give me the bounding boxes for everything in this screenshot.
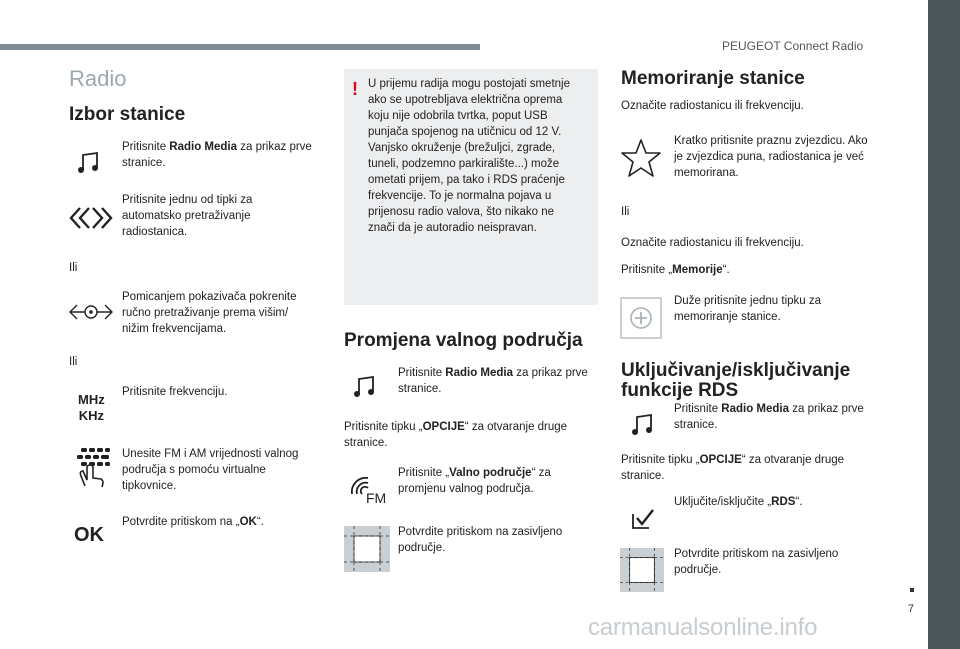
memoriranje-step1: Kratko pritisnite praznu zvjezdicu. Ako je zvjezdica puna, radiostanica je već memorirana. [674, 135, 868, 179]
rds-step1: Pritisnite Radio Media za prikaz prve stranice. [674, 403, 864, 431]
memoriranje-title: Memoriranje stanice [621, 68, 805, 89]
izbor-title: Izbor stanice [69, 104, 186, 125]
ok-icon: OK [74, 524, 104, 546]
rds-step4: Potvrdite pritiskom na zasivljeno područje. [674, 548, 839, 576]
promjena-step4: Potvrdite pritiskom na zasivljeno područje. [398, 526, 563, 554]
grey-area-icon [620, 548, 664, 592]
promjena-step3: Pritisnite „Valno područje“ za promjenu valnog područja. [398, 467, 551, 495]
rds-step2: Pritisnite tipku „OPCIJE“ za otvaranje druge stranice. [621, 454, 845, 482]
band-fm-icon [348, 474, 388, 508]
izbor-step5: Unesite FM i AM vrijednosti valnog područja s pomoću virtualne tipkovnice. [122, 448, 299, 492]
page-number: 7 [907, 603, 914, 615]
memoriranje-ili: Ili [621, 206, 630, 218]
manual-tune-slider-icon [68, 300, 114, 324]
header-rule [0, 44, 480, 50]
izbor-step3: Pomicanjem pokazivača pokrenite ručno pretraživanje prema višim/ nižim frekvencijama. [122, 291, 297, 335]
memoriranje-step3: Duže pritisnite jednu tipku za memoriranje stanice. [674, 295, 822, 323]
music-note-icon [630, 412, 656, 438]
rds-title [621, 361, 850, 401]
warning-text: U prijemu radija mogu postojati smetnje ako se upotrebljava električna oprema koju nije odobrila tvrtka, poput USB punjača spojenog na utičnicu od 12 V. Vanjsko okruženje (brežuljci, zgrade, tuneli, podzemno parkiralište...) može ometati prijem, pa tako i RDS praćenje frekvencije. To je normalna pojava u prijenosu radio valova, što nikako ne znači da je autoradio neispravan. [368, 78, 570, 234]
page-bullet [910, 588, 914, 592]
rds-step3: Uključite/isključite „RDS“. [674, 496, 803, 508]
music-note-icon [352, 374, 378, 400]
memoriranje-step2: Pritisnite „Memorije“. [621, 264, 730, 276]
khz-label: KHz [78, 408, 104, 423]
izbor-ili-1: Ili [69, 262, 78, 274]
memoriranje-intro: Označite radiostanicu ili frekvenciju. [621, 100, 804, 112]
memoriranje-intro-2: Označite radiostanicu ili frekvenciju. [621, 237, 804, 249]
promjena-step1: Pritisnite Radio Media za prikaz prve stranice. [398, 367, 588, 395]
grey-area-icon [344, 526, 390, 572]
virtual-keyboard-icon [73, 446, 111, 488]
mhz-khz-icon [78, 392, 105, 424]
star-outline-icon [620, 138, 662, 178]
promjena-title: Promjena valnog područja [344, 330, 583, 351]
checkbox-checked-icon [631, 508, 655, 530]
music-note-icon [76, 150, 102, 176]
mhz-label: MHz [78, 392, 105, 407]
izbor-step1: Pritisnite Radio Media za prikaz prve stranice. [122, 141, 312, 169]
fm-label: FM [366, 490, 387, 506]
watermark: carmanualsonline.info [588, 614, 818, 641]
section-title: Radio [69, 66, 127, 91]
rds-title-line2: funkcije RDS [621, 380, 739, 401]
izbor-ili-2: Ili [69, 356, 78, 368]
seek-arrows-icon [68, 206, 114, 230]
izbor-step6: Potvrdite pritiskom na „OK“. [122, 516, 264, 528]
preset-add-icon [620, 297, 662, 339]
izbor-step2: Pritisnite jednu od tipki za automatsko pretraživanje radiostanica. [122, 194, 253, 238]
warning-icon: ! [352, 79, 358, 99]
promjena-step2: Pritisnite tipku „OPCIJE“ za otvaranje druge stranice. [344, 421, 568, 449]
rds-title-line1: Uključivanje/isključivanje [621, 360, 851, 381]
running-header: PEUGEOT Connect Radio [722, 39, 864, 53]
side-band [928, 0, 960, 649]
izbor-step4: Pritisnite frekvenciju. [122, 386, 228, 398]
